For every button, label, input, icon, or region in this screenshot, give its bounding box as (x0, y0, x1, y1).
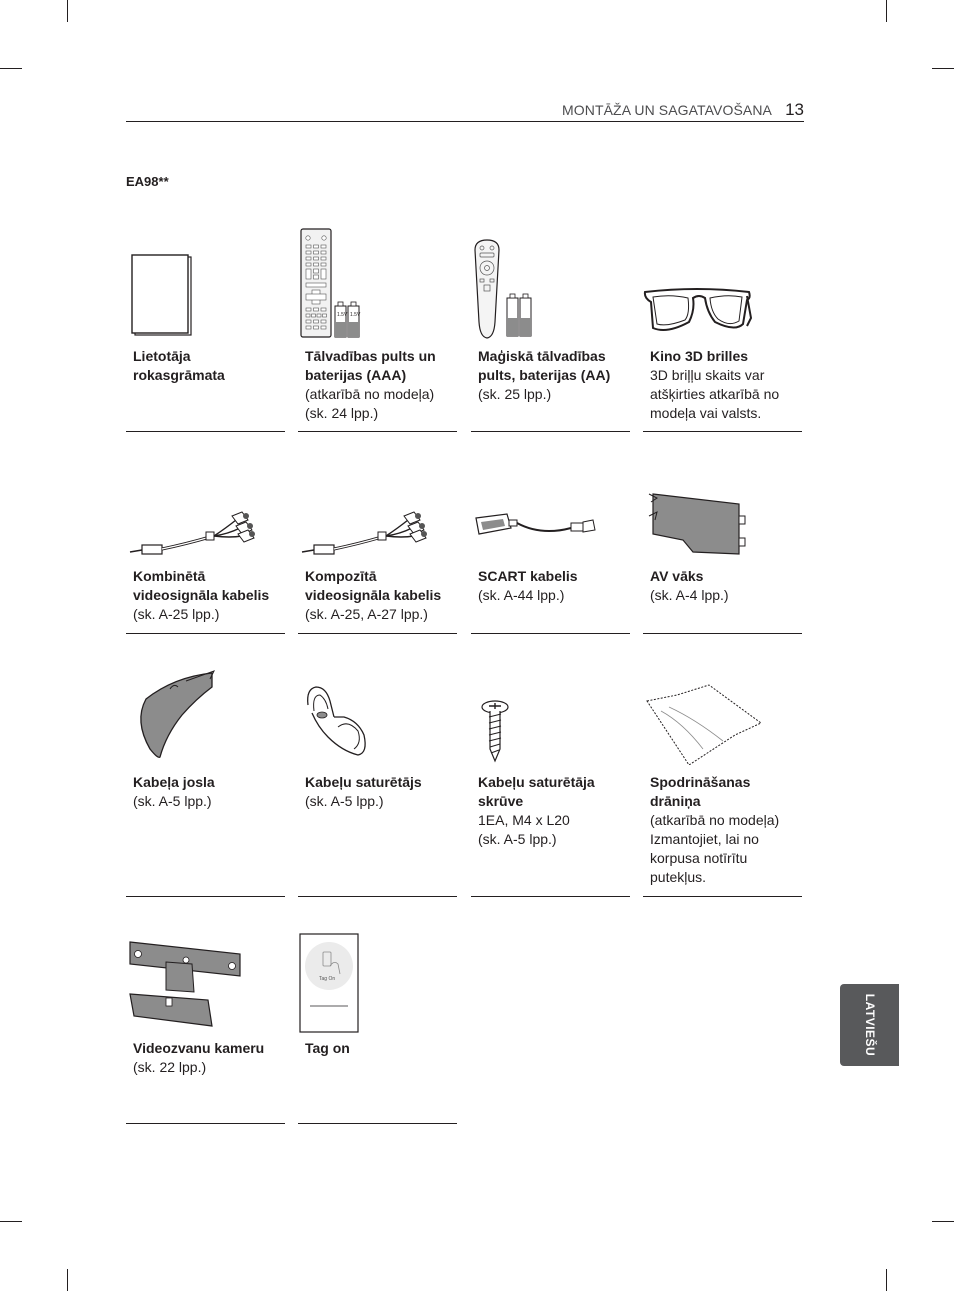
crop-mark (932, 1221, 954, 1222)
row-divider (298, 633, 457, 634)
section-title: MONTĀŽA UN SAGATAVOŠANA (562, 102, 772, 118)
row-divider (643, 896, 802, 897)
item-caption (305, 1039, 457, 1058)
scart-cable-illustration (471, 488, 631, 568)
composite-cable-illustration (298, 488, 458, 568)
item-desc: 1EA, M4 x L20 (sk. A-5 lpp.) (478, 812, 570, 847)
row-divider (643, 431, 802, 432)
item-caption (305, 347, 457, 423)
camera-illustration (126, 932, 286, 1032)
model-label: EA98** (126, 174, 169, 189)
item-desc: (atkarībā no modeļa) Izmantojiet, lai no korpusa notīrītu putekļus. (650, 812, 780, 885)
row-divider (126, 431, 285, 432)
item-title: Maģiskā tālvadības pults, baterijas (AA) (478, 348, 611, 383)
crop-mark (67, 0, 68, 22)
glasses-illustration (643, 228, 803, 338)
running-header (126, 102, 804, 122)
row-divider (471, 633, 630, 634)
item-desc: (sk. A-5 lpp.) (133, 793, 212, 809)
crop-mark (0, 1221, 22, 1222)
tag-on-card-label: Tag On (319, 976, 336, 982)
item-desc: (sk. A-25, A-27 lpp.) (305, 606, 428, 622)
row-divider (298, 896, 457, 897)
item-title: Spodrināšanas drāniņa (650, 774, 751, 809)
item-desc: (sk. A-44 lpp.) (478, 587, 565, 603)
row-divider (126, 633, 285, 634)
item-desc: (sk. A-4 lpp.) (650, 587, 729, 603)
item-title: Lietotāja rokasgrāmata (133, 348, 225, 383)
row-divider (126, 896, 285, 897)
row-divider (298, 1123, 457, 1124)
cable-holder-illustration (298, 665, 458, 765)
item-caption (133, 773, 285, 811)
row-divider (471, 431, 630, 432)
item-desc: (atkarībā no modeļa) (sk. 24 lpp.) (305, 386, 435, 421)
item-desc: (sk. A-5 lpp.) (305, 793, 384, 809)
crop-mark (886, 0, 887, 22)
tag-on-illustration (298, 932, 458, 1032)
item-caption (478, 567, 630, 605)
item-title: AV vāks (650, 568, 704, 584)
crop-mark (67, 1269, 68, 1291)
battery-label: 1.5V (337, 312, 348, 318)
item-caption (133, 1039, 285, 1077)
item-caption (650, 567, 802, 605)
item-caption (650, 347, 802, 423)
item-title: Kabeļu saturētājs (305, 774, 422, 790)
battery-label: 1.5V (350, 312, 361, 318)
page-number: 13 (785, 100, 804, 119)
item-title: Kabeļu saturētāja skrūve (478, 774, 595, 809)
item-title: Tag on (305, 1040, 350, 1056)
header-rule (126, 121, 804, 122)
item-title: Kino 3D brilles (650, 348, 749, 364)
cable-tie-illustration (126, 665, 286, 765)
item-caption (305, 773, 457, 811)
component-cable-illustration (126, 488, 286, 568)
item-caption (478, 773, 630, 849)
crop-mark (932, 68, 954, 69)
row-divider (126, 1123, 285, 1124)
remote-illustration (298, 228, 458, 338)
cleaning-cloth-illustration (643, 665, 803, 765)
magic-remote-illustration (471, 228, 631, 340)
item-title: Kompozītā videosignāla kabelis (305, 568, 442, 603)
item-desc: (sk. A-25 lpp.) (133, 606, 220, 622)
item-caption (650, 773, 802, 887)
screw-illustration (471, 665, 631, 765)
item-caption (478, 347, 630, 404)
language-tab (840, 984, 899, 1066)
manual-illustration (126, 228, 286, 338)
item-desc: (sk. 25 lpp.) (478, 386, 552, 402)
language-tab-label: LATVIEŠU (862, 993, 877, 1057)
av-cover-illustration (643, 488, 803, 568)
item-title: Tālvadības pults un baterijas (AAA) (305, 348, 436, 383)
item-caption (305, 567, 457, 624)
crop-mark (886, 1269, 887, 1291)
item-title: Kombinētā videosignāla kabelis (133, 568, 270, 603)
item-caption (133, 567, 285, 624)
row-divider (298, 431, 457, 432)
item-title: Kabeļa josla (133, 774, 215, 790)
item-title: SCART kabelis (478, 568, 578, 584)
item-title: Videozvanu kameru (133, 1040, 265, 1056)
item-caption (133, 347, 285, 385)
item-desc: (sk. 22 lpp.) (133, 1059, 207, 1075)
row-divider (643, 633, 802, 634)
crop-mark (0, 68, 22, 69)
item-desc: 3D briļļu skaits var atšķirties atkarībā no modeļa vai valsts. (650, 367, 780, 421)
row-divider (471, 896, 630, 897)
